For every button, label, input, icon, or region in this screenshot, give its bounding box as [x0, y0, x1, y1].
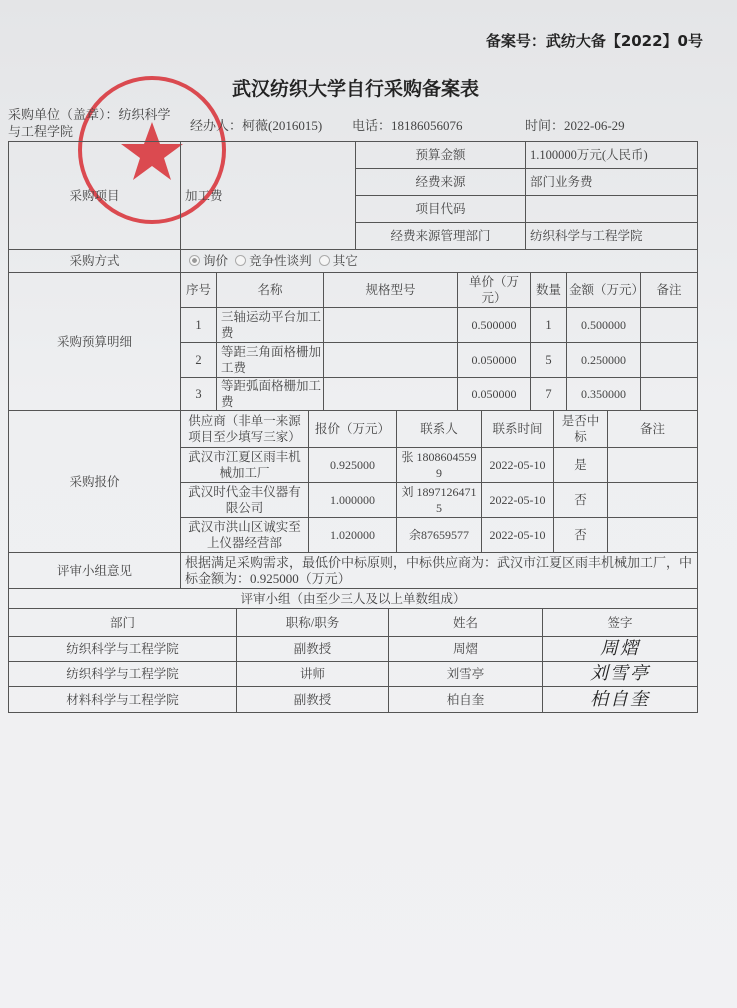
field-value [526, 196, 698, 223]
table-row [9, 662, 698, 687]
cell: 否 [554, 518, 608, 553]
cell: 0.500000 [567, 308, 641, 343]
cell: 武汉市洪山区诚实至上仪器经营部 [181, 518, 309, 553]
cell: 否 [554, 483, 608, 518]
column-header: 名称 [217, 273, 324, 308]
cell: 三轴运动平台加工费 [217, 308, 324, 343]
column-header: 职称/职务 [237, 609, 389, 637]
cell: 副教授 [237, 687, 389, 713]
field-value: 部门业务费 [526, 169, 698, 196]
cell [641, 378, 698, 411]
method-table [8, 249, 698, 273]
handler: 经办人：柯薇(2016015) [190, 118, 323, 133]
cell: 0.500000 [458, 308, 531, 343]
cell: 2 [181, 343, 217, 378]
cell [608, 518, 698, 553]
column-header: 金额（万元） [567, 273, 641, 308]
cell [641, 308, 698, 343]
cell: 0.050000 [458, 343, 531, 378]
field-label: 经费来源管理部门 [356, 223, 526, 250]
purchasing-unit: 采购单位（盖章）：纺织科学 [8, 107, 171, 122]
column-header: 签字 [543, 609, 698, 637]
cell [324, 378, 458, 411]
cell: 2022-05-10 [482, 483, 554, 518]
column-header: 序号 [181, 273, 217, 308]
cell [324, 343, 458, 378]
panel-title: 评审小组（由至少三人及以上单数组成） [9, 589, 698, 609]
cell: 武汉市江夏区雨丰机械加工厂 [181, 448, 309, 483]
signature: 周熠 [543, 637, 698, 662]
cell [641, 343, 698, 378]
method-label: 采购方式 [9, 250, 181, 273]
table-row [9, 637, 698, 662]
cell [608, 448, 698, 483]
column-header: 联系人 [397, 411, 482, 448]
cell: 纺织科学与工程学院 [9, 662, 237, 687]
cell: 0.250000 [567, 343, 641, 378]
panel-table [8, 608, 698, 713]
project-label: 采购项目 [9, 142, 181, 250]
option-label: 其它 [332, 254, 358, 268]
cell: 刘雪亭 [389, 662, 543, 687]
table-row [9, 687, 698, 713]
column-header: 报价（万元） [309, 411, 397, 448]
cell [324, 308, 458, 343]
column-header: 联系时间 [482, 411, 554, 448]
project-value: 加工费 [181, 142, 356, 250]
cell: 1.020000 [309, 518, 397, 553]
phone: 电话：18186056076 [352, 118, 463, 133]
signature: 刘雪亭 [543, 662, 698, 687]
date: 时间：2022-06-29 [525, 118, 625, 133]
cell: 7 [531, 378, 567, 411]
file-number: 备案号：武纺大备【2022】0号 [485, 32, 703, 50]
cell: 0.050000 [458, 378, 531, 411]
field-value: 纺织科学与工程学院 [526, 223, 698, 250]
opinion-table [8, 552, 698, 609]
cell: 材料科学与工程学院 [9, 687, 237, 713]
cell: 1.000000 [309, 483, 397, 518]
cell: 2022-05-10 [482, 518, 554, 553]
cell: 1 [181, 308, 217, 343]
quotes-label: 采购报价 [9, 411, 181, 553]
cell: 等距弧面格栅加工费 [217, 378, 324, 411]
budget-table [8, 272, 698, 411]
column-header: 是否中标 [554, 411, 608, 448]
cell: 余87659577 [397, 518, 482, 553]
cell: 纺织科学与工程学院 [9, 637, 237, 662]
field-label: 项目代码 [356, 196, 526, 223]
cell: 5 [531, 343, 567, 378]
cell: 2022-05-10 [482, 448, 554, 483]
cell: 是 [554, 448, 608, 483]
column-header: 单价（万元） [458, 273, 531, 308]
option-label: 竞争性谈判 [249, 254, 312, 268]
cell [608, 483, 698, 518]
option-label: 询价 [203, 254, 229, 268]
column-header: 规格型号 [324, 273, 458, 308]
cell: 讲师 [237, 662, 389, 687]
cell: 张 18086045599 [397, 448, 482, 483]
radio-inquiry[interactable] [189, 255, 200, 266]
quotes-table [8, 410, 698, 553]
field-value: 1.100000万元(人民币) [526, 142, 698, 169]
column-header: 部门 [9, 609, 237, 637]
budget-header-row [9, 273, 698, 308]
cell: 0.350000 [567, 378, 641, 411]
cell: 武汉时代金丰仪器有限公司 [181, 483, 309, 518]
cell: 1 [531, 308, 567, 343]
signature: 柏自奎 [543, 687, 698, 713]
cell: 3 [181, 378, 217, 411]
cell: 刘 18971264715 [397, 483, 482, 518]
opinion-label: 评审小组意见 [9, 553, 181, 589]
field-label: 预算金额 [356, 142, 526, 169]
purchasing-unit-cont: 与工程学院 [8, 124, 74, 139]
radio-other[interactable] [319, 255, 330, 266]
column-header: 备注 [608, 411, 698, 448]
project-table [8, 141, 698, 250]
cell: 副教授 [237, 637, 389, 662]
column-header: 备注 [641, 273, 698, 308]
document-title: 武汉纺织大学自行采购备案表 [232, 78, 480, 100]
column-header: 数量 [531, 273, 567, 308]
column-header: 姓名 [389, 609, 543, 637]
field-label: 经费来源 [356, 169, 526, 196]
budget-label: 采购预算明细 [9, 273, 181, 411]
cell: 柏自奎 [389, 687, 543, 713]
cell: 周熠 [389, 637, 543, 662]
cell: 等距三角面格栅加工费 [217, 343, 324, 378]
cell: 0.925000 [309, 448, 397, 483]
opinion-text: 根据满足采购需求，最低价中标原则，中标供应商为：武汉市江夏区雨丰机械加工厂，中标金额为：0.925000（万元） [181, 553, 698, 589]
form-body [8, 141, 697, 713]
radio-negotiation[interactable] [235, 255, 246, 266]
column-header: 供应商（非单一来源项目至少填写三家） [181, 411, 309, 448]
method-options [181, 250, 698, 273]
